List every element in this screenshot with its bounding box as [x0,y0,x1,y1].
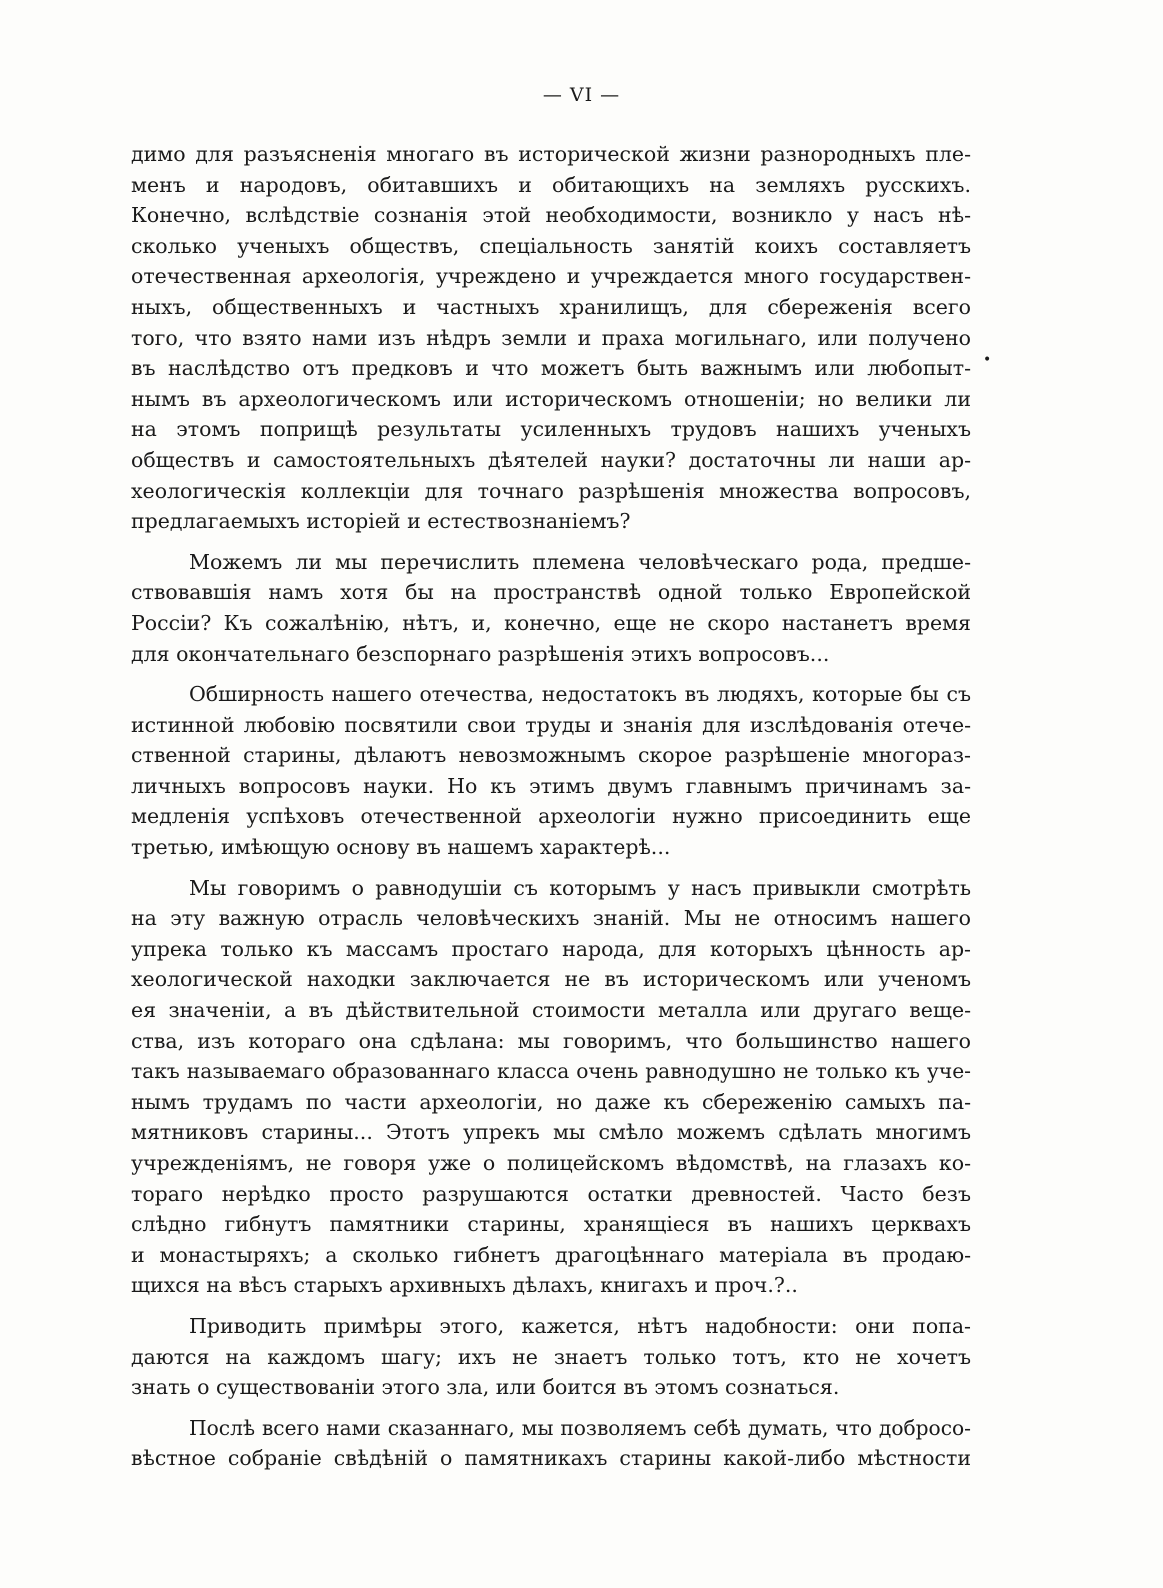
text-line: ствовавшія намъ хотя бы на пространствѣ одной только Европейской [131,580,971,605]
text-line: знать о существованіи этого зла, или боится въ этомъ сознаться. [131,1375,840,1400]
text-line: отечественная археологія, учреждено и учреждается много государствен- [131,264,971,289]
text-line: Конечно, вслѣдствіе сознанія этой необходимости, возникло у насъ нѣ- [131,203,971,228]
text-line: тораго нерѣдко просто разрушаются остатки древностей. Часто безъ [131,1181,971,1206]
text-line: медленія успѣховъ отечественной археологіи нужно присоединить еще [131,804,971,829]
text-line: третью, имѣющую основу въ нашемъ характерѣ... [131,835,671,860]
text-line: Можемъ ли мы перечислить племена человѣческаго рода, предше- [189,549,971,574]
text-line: на эту важную отрасль человѣческихъ знаній. Мы не относимъ нашего [131,906,971,931]
text-line: вѣстное собраніе свѣдѣній о памятникахъ старины какой-либо мѣстности [131,1446,971,1471]
text-line: Послѣ всего нами сказаннаго, мы позволяемъ себѣ думать, что добросо- [189,1415,971,1440]
text-line: ственной старины, дѣлаютъ невозможнымъ скорое разрѣшеніе многораз- [131,743,971,768]
text-line: щихся на вѣсъ старыхъ архивныхъ дѣлахъ, книгахъ и проч.?.. [131,1273,798,1298]
paragraph [131,139,971,537]
text-line: слѣдно гибнутъ памятники старины, хранящіеся въ нашихъ церквахъ [131,1212,971,1237]
text-line: ныхъ, общественныхъ и частныхъ хранилищъ, для сбереженія всего [131,294,971,319]
page-number: — VI — [542,84,621,106]
text-line: Россіи? Къ сожалѣнію, нѣтъ, и, конечно, еще не скоро настанетъ время [131,610,971,635]
text-line: и монастыряхъ; а сколько гибнетъ драгоцѣннаго матеріала въ продаю- [131,1242,971,1267]
text-line: Приводить примѣры этого, кажется, нѣтъ надобности: они попа- [189,1313,971,1338]
margin-mark: • [983,352,992,368]
text-line: ея значеніи, а въ дѣйствительной стоимости металла или другаго веще- [131,998,971,1023]
text-line: Обширность нашего отечества, недостатокъ въ людяхъ, которые бы съ [189,682,971,707]
text-line: того, что взято нами изъ нѣдръ земли и праха могильнаго, или получено [131,325,971,350]
text-line: въ наслѣдство отъ предковъ и что можетъ быть важнымъ или любопыт- [131,356,971,381]
text-line: мятниковъ старины... Этотъ упрекъ мы смѣло можемъ сдѣлать многимъ [131,1120,971,1145]
text-line: даются на каждомъ шагу; ихъ не знаетъ только тотъ, кто не хочетъ [131,1344,971,1369]
text-line: Мы говоримъ о равнодушіи съ которымъ у насъ привыкли смотрѣть [189,875,971,900]
paragraph [131,1413,971,1474]
text-line: истинной любовію посвятили свои труды и знанія для изслѣдованія отече- [131,712,971,737]
text-line: хеологической находки заключается не въ историческомъ или ученомъ [131,967,971,992]
text-line: для окончательнаго безспорнаго разрѣшенія этихъ вопросовъ... [131,641,830,666]
text-line: такъ называемаго образованнаго класса очень равнодушно не только къ уче- [131,1059,971,1084]
text-line: учрежденіямъ, не говоря уже о полицейскомъ вѣдомствѣ, на глазахъ ко- [131,1151,971,1175]
page-text [131,139,971,1484]
text-line: обществъ и самостоятельныхъ дѣятелей науки? достаточны ли наши ар- [131,447,971,472]
paragraph [131,679,971,863]
text-line: нымъ трудамъ по части археологіи, но даже къ сбереженію самыхъ па- [131,1089,971,1114]
text-line: личныхъ вопросовъ науки. Но къ этимъ двумъ главнымъ причинамъ за- [131,773,971,798]
text-line: хеологическія коллекціи для точнаго разрѣшенія множества вопросовъ, [131,478,971,503]
text-line: менъ и народовъ, обитавшихъ и обитающихъ на земляхъ русскихъ. [131,172,971,197]
text-line: димо для разъясненія многаго въ исторической жизни разнородныхъ пле- [131,142,971,166]
text-line: на этомъ поприщѣ результаты усиленныхъ трудовъ нашихъ ученыхъ [131,417,971,442]
paragraph [131,873,971,1301]
text-line: нымъ въ археологическомъ или историческомъ отношеніи; но велики ли [131,386,971,411]
text-line: предлагаемыхъ исторіей и естествознаніемъ? [131,509,631,534]
paragraph [131,547,971,669]
text-line: сколько ученыхъ обществъ, спеціальность занятій коихъ составляетъ [131,233,971,258]
text-line: ства, изъ котораго она сдѣлана: мы говоримъ, что большинство нашего [131,1028,971,1053]
paragraph [131,1311,971,1403]
text-line: упрека только къ массамъ простаго народа, для которыхъ цѣнность ар- [131,936,971,961]
